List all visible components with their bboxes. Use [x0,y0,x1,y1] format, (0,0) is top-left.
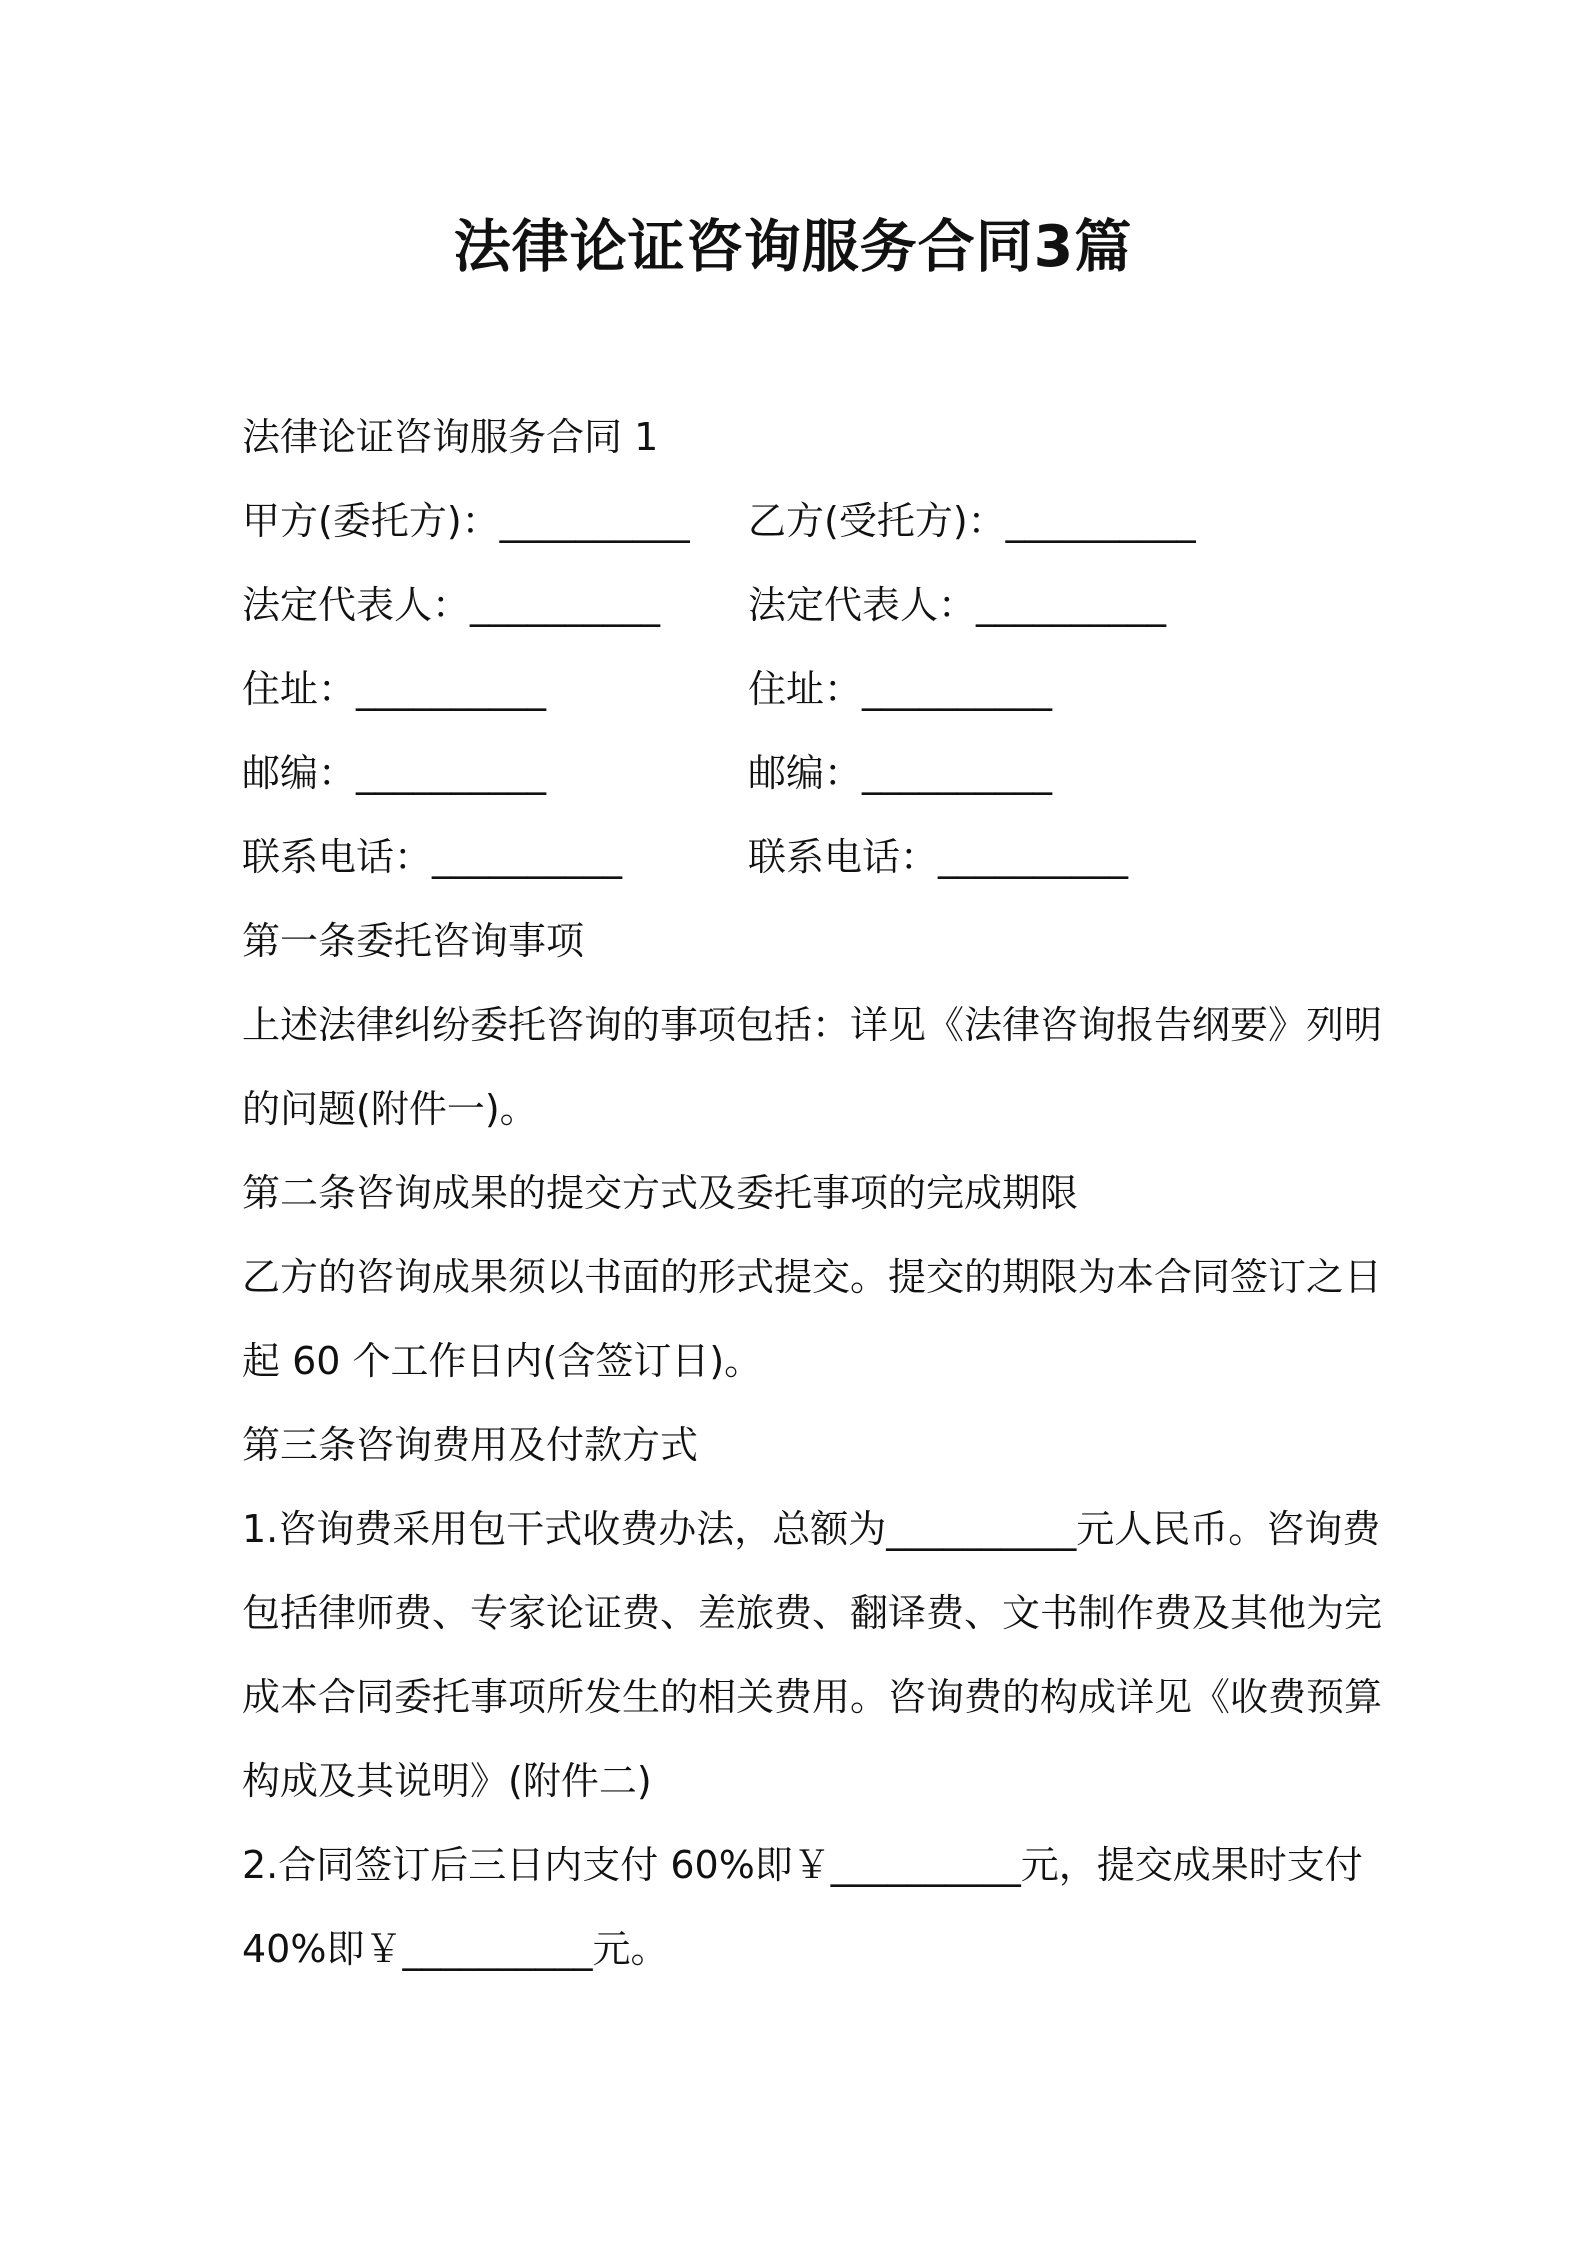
party-a-representative: 法定代表人：__________ [242,583,661,627]
contract-heading: 法律论证咨询服务合同 1 [242,415,659,459]
article-3-clause-1-line: 包括律师费、专家论证费、差旅费、翻译费、文书制作费及其他为完 [242,1591,1383,1635]
party-b-postcode: 邮编：__________ [748,751,1053,795]
article-2-heading: 第二条咨询成果的提交方式及委托事项的完成期限 [242,1171,1079,1215]
party-b-field: 乙方(受托方)：__________ [748,499,1196,543]
article-3-clause-1-line: 成本合同委托事项所发生的相关费用。咨询费的构成详见《收费预算 [242,1675,1383,1719]
document-title: 法律论证咨询服务合同3篇 [453,214,1133,280]
article-1-text-line: 的问题(附件一)。 [242,1087,538,1131]
article-2-text-line: 乙方的咨询成果须以书面的形式提交。提交的期限为本合同签订之日 [242,1255,1383,1299]
article-2-text-line: 起 60 个工作日内(含签订日)。 [242,1339,763,1383]
party-b-address: 住址：__________ [748,667,1053,711]
article-3-clause-2-line: 40%即￥__________元。 [242,1927,669,1971]
article-3-clause-1-line: 1.咨询费采用包干式收费办法，总额为__________元人民币。咨询费 [242,1507,1381,1551]
party-a-phone: 联系电话：__________ [242,835,623,879]
article-3-clause-2-line: 2.合同签订后三日内支付 60%即￥__________元，提交成果时支付 [242,1843,1363,1887]
article-1-text-line: 上述法律纠纷委托咨询的事项包括：详见《法律咨询报告纲要》列明 [242,1003,1383,1047]
article-3-clause-1-line: 构成及其说明》(附件二) [242,1759,652,1803]
article-1-heading: 第一条委托咨询事项 [242,919,585,963]
party-a-address: 住址：__________ [242,667,547,711]
party-b-phone: 联系电话：__________ [748,835,1129,879]
party-a-postcode: 邮编：__________ [242,751,547,795]
article-3-heading: 第三条咨询费用及付款方式 [242,1423,699,1467]
party-b-representative: 法定代表人：__________ [748,583,1167,627]
party-a-field: 甲方(委托方)：__________ [242,499,690,543]
